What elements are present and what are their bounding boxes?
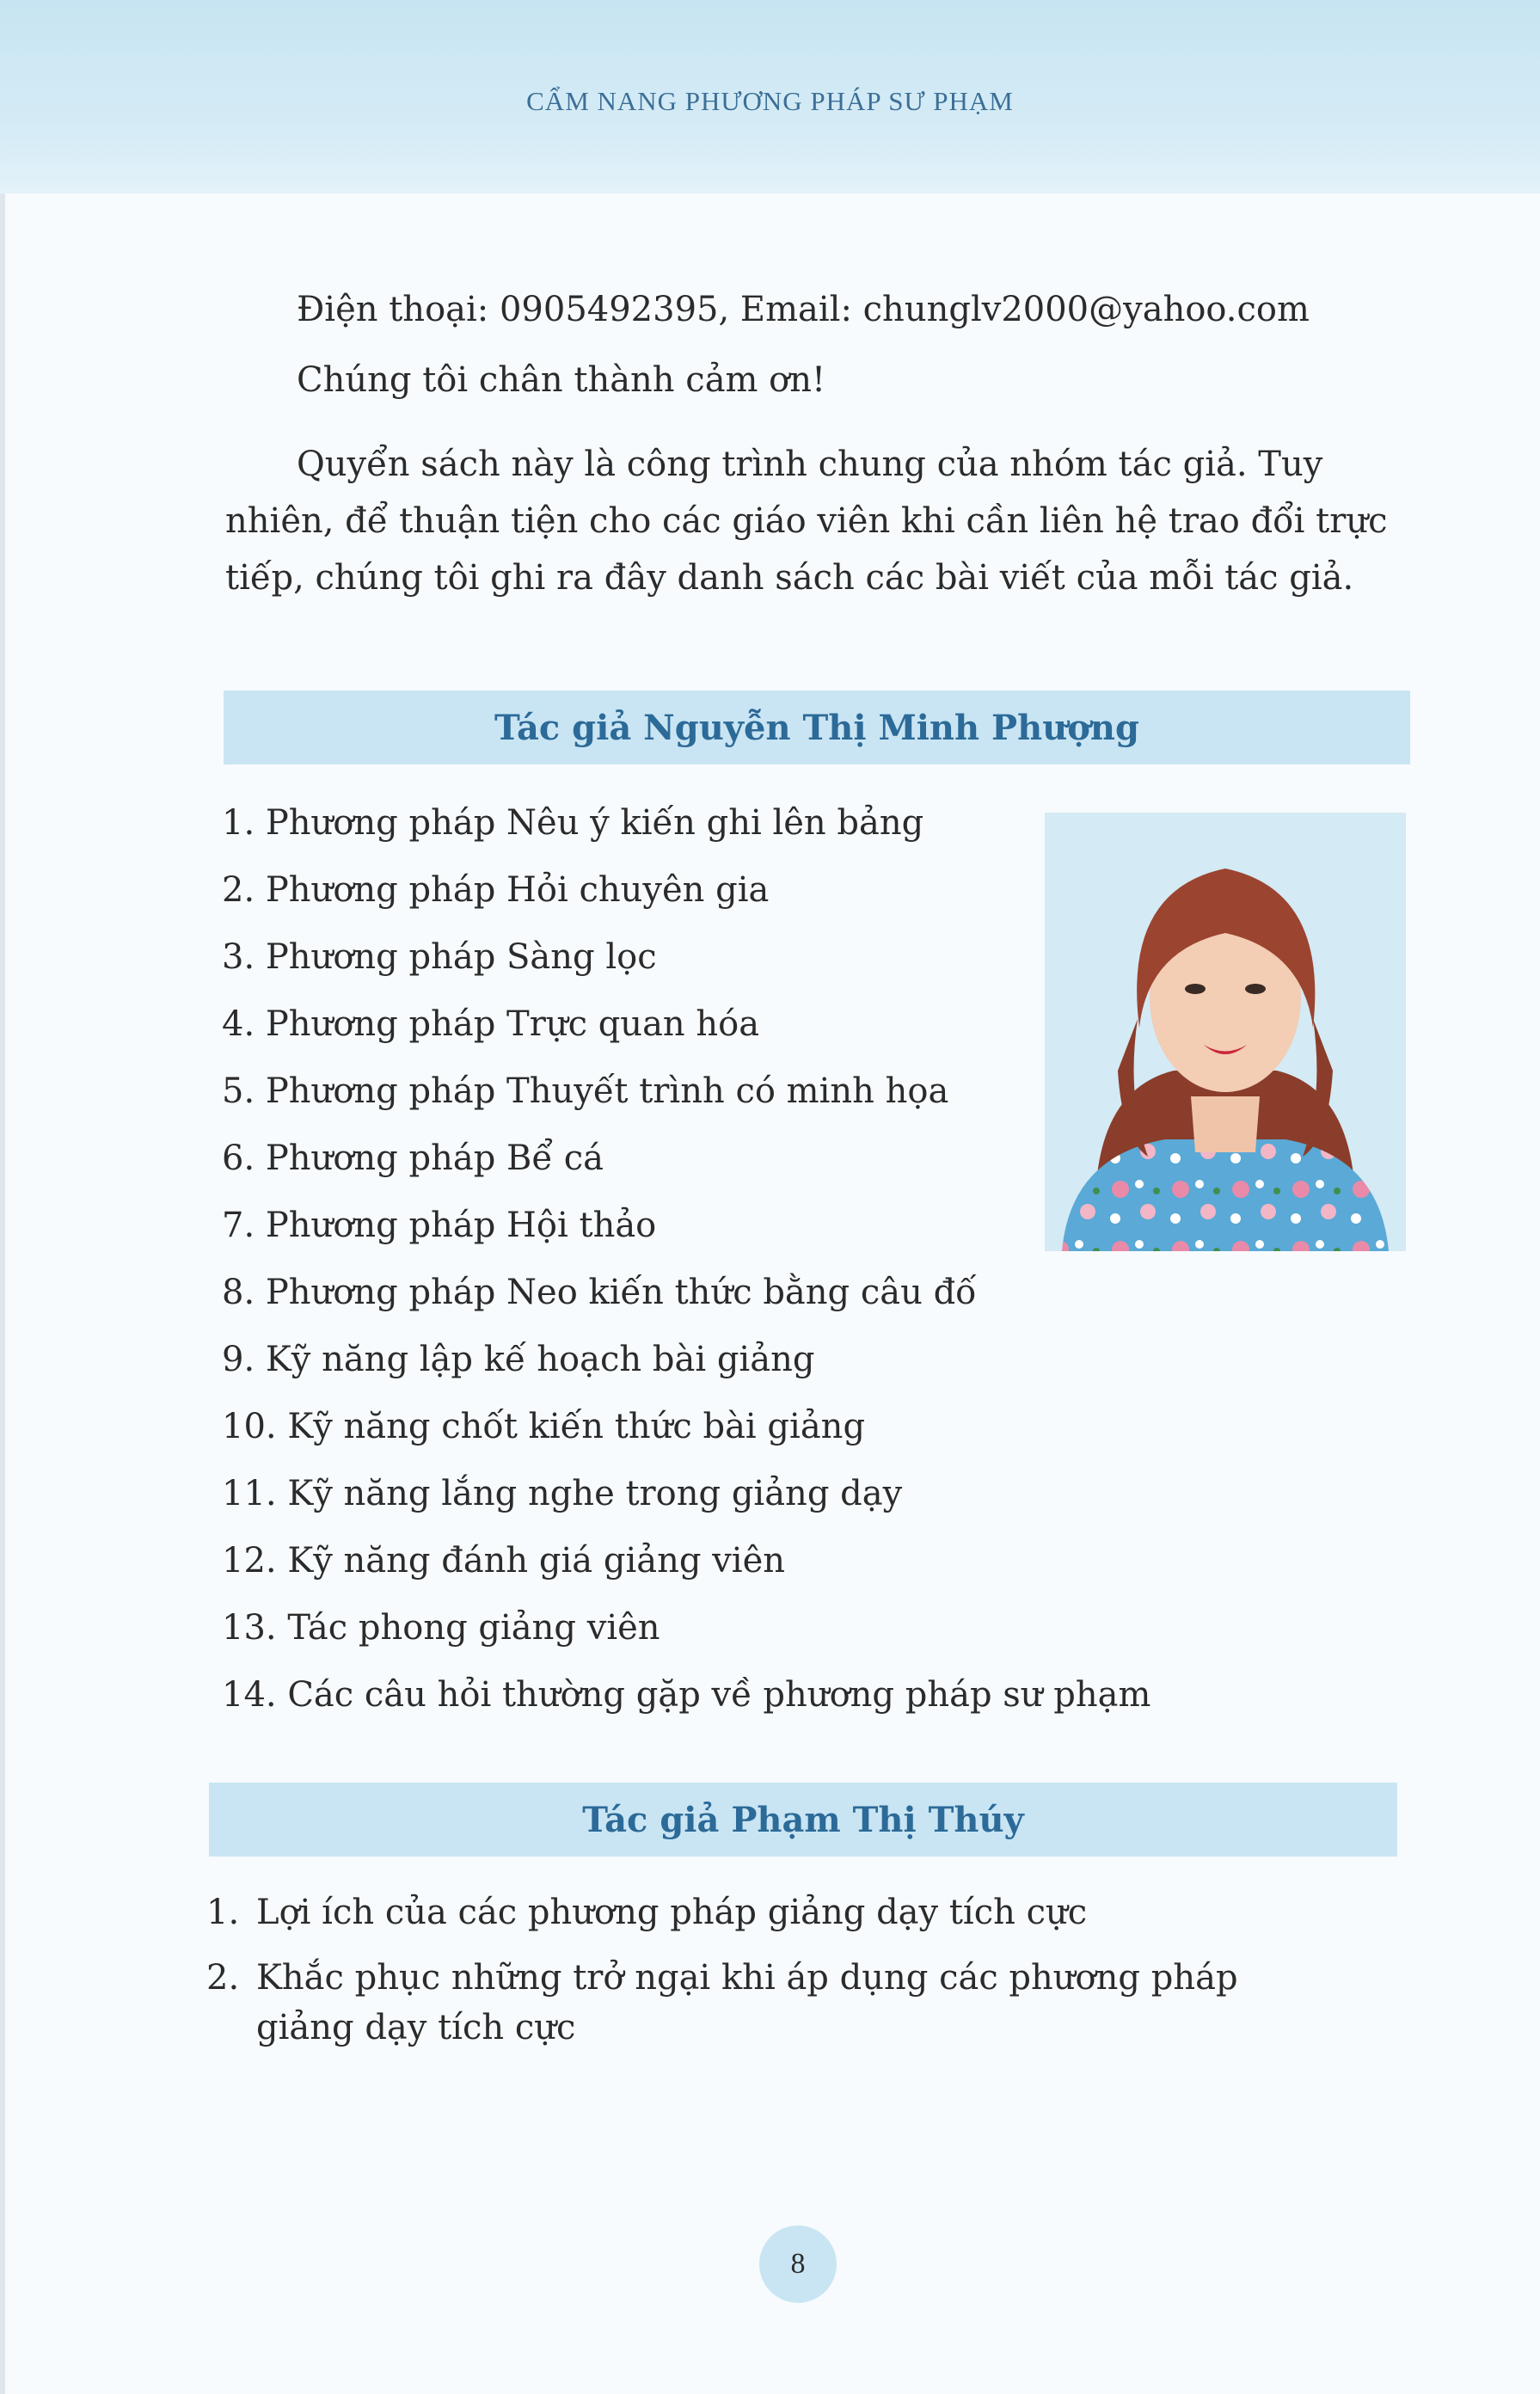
list-item: 7. Phương pháp Hội thảo — [222, 1206, 657, 1245]
list-item: 8. Phương pháp Neo kiến thức bằng câu đố — [222, 1273, 977, 1312]
thanks-line: Chúng tôi chân thành cảm ơn! — [297, 360, 826, 400]
list-item: 10. Kỹ năng chốt kiến thức bài giảng — [222, 1407, 866, 1446]
list-item: 4. Phương pháp Trực quan hóa — [222, 1004, 760, 1044]
list-item: 14. Các câu hỏi thường gặp về phương pháp sư phạm — [222, 1675, 1151, 1715]
list-item-number: 2. — [206, 1958, 240, 1998]
list-item — [206, 1953, 1410, 2053]
list-item-number: 1. — [206, 1893, 240, 1932]
list-item-text: Khắc phục những trở ngại khi áp dụng các phương pháp — [256, 1958, 1238, 1998]
list-item: 6. Phương pháp Bể cá — [222, 1139, 604, 1178]
section-heading-bar-2 — [209, 1783, 1397, 1857]
section-heading-bar-1 — [224, 691, 1410, 764]
page-number-badge — [759, 2225, 837, 2303]
list-item: 1. Phương pháp Nêu ý kiến ghi lên bảng — [222, 803, 924, 843]
contact-line: Điện thoại: 0905492395, Email: chunglv2000@yahoo.com — [297, 290, 1310, 329]
section-1-article-list — [222, 789, 1150, 1728]
section-heading-2: Tác giả Phạm Thị Thúy — [582, 1799, 1024, 1840]
section-2-article-list — [206, 1888, 1410, 2053]
section-heading-1: Tác giả Nguyễn Thị Minh Phượng — [494, 707, 1139, 748]
list-item-text-continued: giảng dạy tích cực — [256, 2008, 576, 2047]
list-item: 9. Kỹ năng lập kế hoạch bài giảng — [222, 1340, 815, 1379]
list-item: 12. Kỹ năng đánh giá giảng viên — [222, 1541, 786, 1581]
page-number: 8 — [790, 2248, 806, 2280]
running-title: CẨM NANG PHƯƠNG PHÁP SƯ PHẠM — [526, 86, 1014, 116]
intro-paragraph-line-2: nhiên, để thuận tiện cho các giáo viên khi cần liên hệ trao đổi trực — [225, 501, 1388, 541]
intro-paragraph-line-1: Quyển sách này là công trình chung của nhóm tác giả. Tuy — [297, 445, 1323, 484]
list-item: 13. Tác phong giảng viên — [222, 1608, 660, 1648]
list-item — [206, 1888, 1410, 1937]
list-item: 5. Phương pháp Thuyết trình có minh họa — [222, 1071, 949, 1111]
intro-paragraph-line-3: tiếp, chúng tôi ghi ra đây danh sách các bài viết của mỗi tác giả. — [225, 558, 1354, 598]
list-item: 11. Kỹ năng lắng nghe trong giảng dạy — [222, 1474, 903, 1513]
list-item: 3. Phương pháp Sàng lọc — [222, 937, 657, 977]
page-header-band — [0, 0, 1540, 193]
list-item: 2. Phương pháp Hỏi chuyên gia — [222, 870, 770, 910]
list-item-text: Lợi ích của các phương pháp giảng dạy tích cực — [256, 1893, 1088, 1932]
page-spine — [0, 0, 5, 2394]
